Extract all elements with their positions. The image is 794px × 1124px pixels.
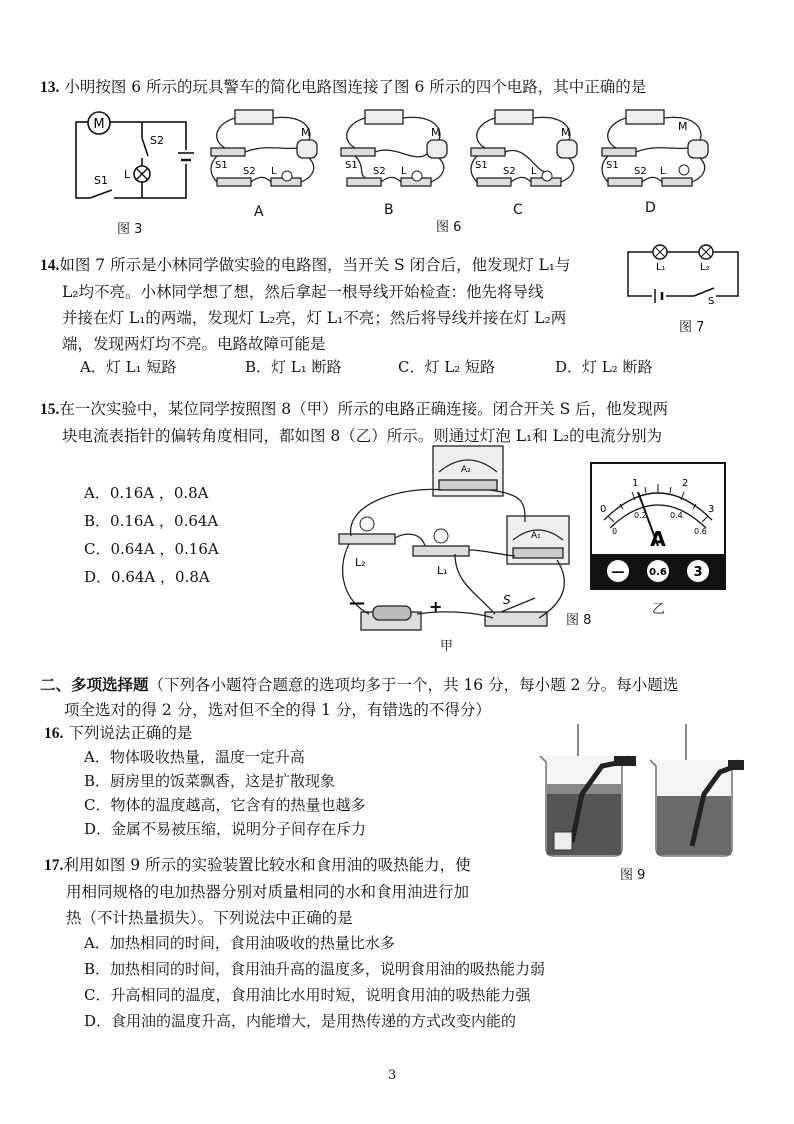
q15-line-2: 块电流表指针的偏转角度相同，都如图 8（乙）所示。则通过灯泡 L₁和 L₂的电流分别为 (62, 427, 663, 445)
fig9-beakers-photo (532, 722, 746, 862)
q14-option-d[interactable]: D．灯 L₂ 断路 (555, 358, 653, 376)
fig8-plus-label: + (429, 597, 443, 616)
q16-stem: 下列说法正确的是 (68, 724, 193, 742)
option-c-label: C (513, 202, 523, 218)
fig8-caption: 图 8 (566, 613, 592, 628)
fig6b-l-label: L (401, 166, 407, 177)
fig6a-l-label: L (271, 166, 277, 177)
q13-text: 13. 小明按图 6 所示的玩具警车的简化电路图连接了图 6 所示的四个电路，其中正确的是 (40, 78, 647, 96)
fig8-a2-label: A₂ (461, 465, 471, 475)
terminal-minus: — (611, 565, 625, 580)
meter-scale-3: 3 (708, 504, 715, 515)
meter-scale-2: 2 (682, 478, 689, 489)
q17-line-2: 用相同规格的电加热器分别对质量相同的水和食用油进行加 (66, 883, 470, 901)
section2-desc-1: （下列各小题符合题意的选项均多于一个，共 16 分，每小题 2 分。每小题选 (148, 676, 679, 694)
fig7-l1-label: L₁ (656, 262, 666, 273)
s2-label: S2 (150, 134, 164, 147)
fig8-yi-caption: 乙 (652, 602, 666, 617)
fig6d-l-label: L (660, 166, 666, 177)
q17-option-b[interactable]: B．加热相同的时间，食用油升高的温度多，说明食用油的吸热能力弱 (84, 960, 546, 978)
terminal-3: 3 (693, 565, 703, 580)
q16-number: 16. (44, 725, 64, 742)
q17-number: 17. (44, 857, 64, 874)
q17-line-1: 利用如图 9 所示的实验装置比较水和食用油的吸热能力，使 (63, 856, 471, 874)
fig6d-m-label: M (678, 120, 688, 133)
option-a-label: A (254, 204, 264, 220)
fig3-circuit (68, 108, 194, 208)
q16-option-a[interactable]: A．物体吸收热量，温度一定升高 (84, 748, 305, 766)
fig6c-s1-label: S1 (475, 160, 488, 171)
fig6-circuit-d (596, 104, 716, 200)
q15-option-c[interactable]: C．0.64A ，0.16A (84, 540, 219, 558)
fig7-caption: 图 7 (679, 320, 705, 335)
q17-option-a[interactable]: A．加热相同的时间，食用油吸收的热量比水多 (84, 934, 395, 952)
q14-number: 14. (40, 257, 60, 274)
q16-option-d[interactable]: D．金属不易被压缩，说明分子间存在斥力 (84, 820, 367, 838)
fig8-l2-label: L₂ (355, 556, 366, 569)
fig6b-s1-label: S1 (345, 160, 358, 171)
fig6b-m-label: M (431, 126, 441, 139)
fig8-s-label: S (503, 593, 511, 607)
l-label: L (124, 168, 131, 181)
q15-option-d[interactable]: D．0.64A ，0.8A (84, 568, 210, 586)
fig6a-s1-label: S1 (215, 160, 228, 171)
fig8-jia-circuit (325, 442, 575, 638)
fig8-jia-caption: 甲 (440, 639, 454, 654)
fig9-caption: 图 9 (620, 868, 646, 883)
fig6-caption: 图 6 (436, 220, 462, 235)
fig6d-s1-label: S1 (606, 160, 619, 171)
motor-label: M (93, 117, 105, 132)
s1-label: S1 (94, 174, 108, 187)
q16-option-c[interactable]: C．物体的温度越高，它含有的热量也越多 (84, 796, 366, 814)
q17-option-d[interactable]: D．食用油的温度升高，内能增大，是用热传递的方式改变内能的 (84, 1012, 517, 1030)
q14-option-c[interactable]: C．灯 L₂ 短路 (398, 358, 495, 376)
q15-line-1: 在一次实验中，某位同学按照图 8（甲）所示的电路正确连接。闭合开关 S 后，他发现两 (59, 400, 669, 418)
q15-option-a[interactable]: A．0.16A ，0.8A (84, 484, 209, 502)
q17-option-c[interactable]: C．升高相同的温度，食用油比水用时短，说明食用油的吸热能力强 (84, 986, 531, 1004)
fig3-caption: 图 3 (117, 222, 143, 237)
fig6a-m-label: M (301, 126, 311, 139)
fig6-circuit-b (335, 104, 455, 200)
fig7-circuit (622, 238, 744, 304)
fig6c-s2-label: S2 (503, 166, 516, 177)
q16-option-b[interactable]: B．厨房里的饭菜飘香，这是扩散现象 (84, 772, 336, 790)
meter-zero-label: 0 (600, 504, 607, 515)
q14-line-1: 如图 7 所示是小林同学做实验的电路图，当开关 S 闭合后，他发现灯 L₁与 (59, 256, 571, 274)
fig6d-s2-label: S2 (634, 166, 647, 177)
fig8-yi-ammeter (590, 462, 726, 590)
meter-sub-04: 0.4 (670, 511, 683, 520)
section2-title: 二、多项选择题 (40, 675, 149, 694)
fig8-minus-label: — (349, 593, 365, 612)
terminal-06: 0.6 (649, 567, 667, 578)
fig8-l1-label: L₁ (437, 564, 448, 577)
section2-desc-2: 项全选对的得 2 分，选对但不全的得 1 分，有错选的不得分） (64, 701, 491, 719)
q16-text (44, 720, 192, 747)
q15-option-b[interactable]: B．0.16A ，0.64A (84, 512, 219, 530)
q17-block (44, 852, 471, 931)
q14-option-a[interactable]: A．灯 L₁ 短路 (80, 358, 177, 376)
meter-sub-06: 0.6 (694, 527, 707, 536)
fig6c-l-label: L (531, 166, 537, 177)
fig8-a1-label: A₁ (531, 531, 541, 541)
option-d-label: D (645, 200, 656, 216)
q14-line-2: L₂均不亮。小林同学想了想，然后拿起一根导线开始检查：他先将导线 (62, 283, 544, 301)
fig6-circuit-a (205, 104, 325, 200)
meter-sub-0: 0 (612, 527, 618, 536)
q17-line-3: 热（不计热量损失）。下列说法中正确的是 (66, 909, 353, 927)
option-b-label: B (384, 202, 394, 218)
q14-line-3: 并接在灯 L₁的两端，发现灯 L₂亮，灯 L₁不亮；然后将导线并接在灯 L₂两 (62, 309, 567, 327)
fig6a-s2-label: S2 (243, 166, 256, 177)
fig6c-m-label: M (561, 126, 571, 139)
fig7-l2-label: L₂ (700, 262, 710, 273)
meter-scale-1: 1 (632, 478, 639, 489)
page-number: 3 (388, 1068, 397, 1083)
section2-heading (40, 672, 678, 698)
q15-number: 15. (40, 401, 60, 418)
meter-unit-label: A (650, 527, 666, 551)
fig6b-s2-label: S2 (373, 166, 386, 177)
fig6-circuit-c (465, 104, 585, 200)
fig7-s-label: S (708, 296, 715, 304)
q14-option-b[interactable]: B．灯 L₁ 断路 (245, 358, 342, 376)
q14-line-4: 端，发现两灯均不亮。电路故障可能是 (62, 335, 326, 353)
meter-sub-02: 0.2 (634, 511, 647, 520)
q14-block (40, 252, 571, 357)
